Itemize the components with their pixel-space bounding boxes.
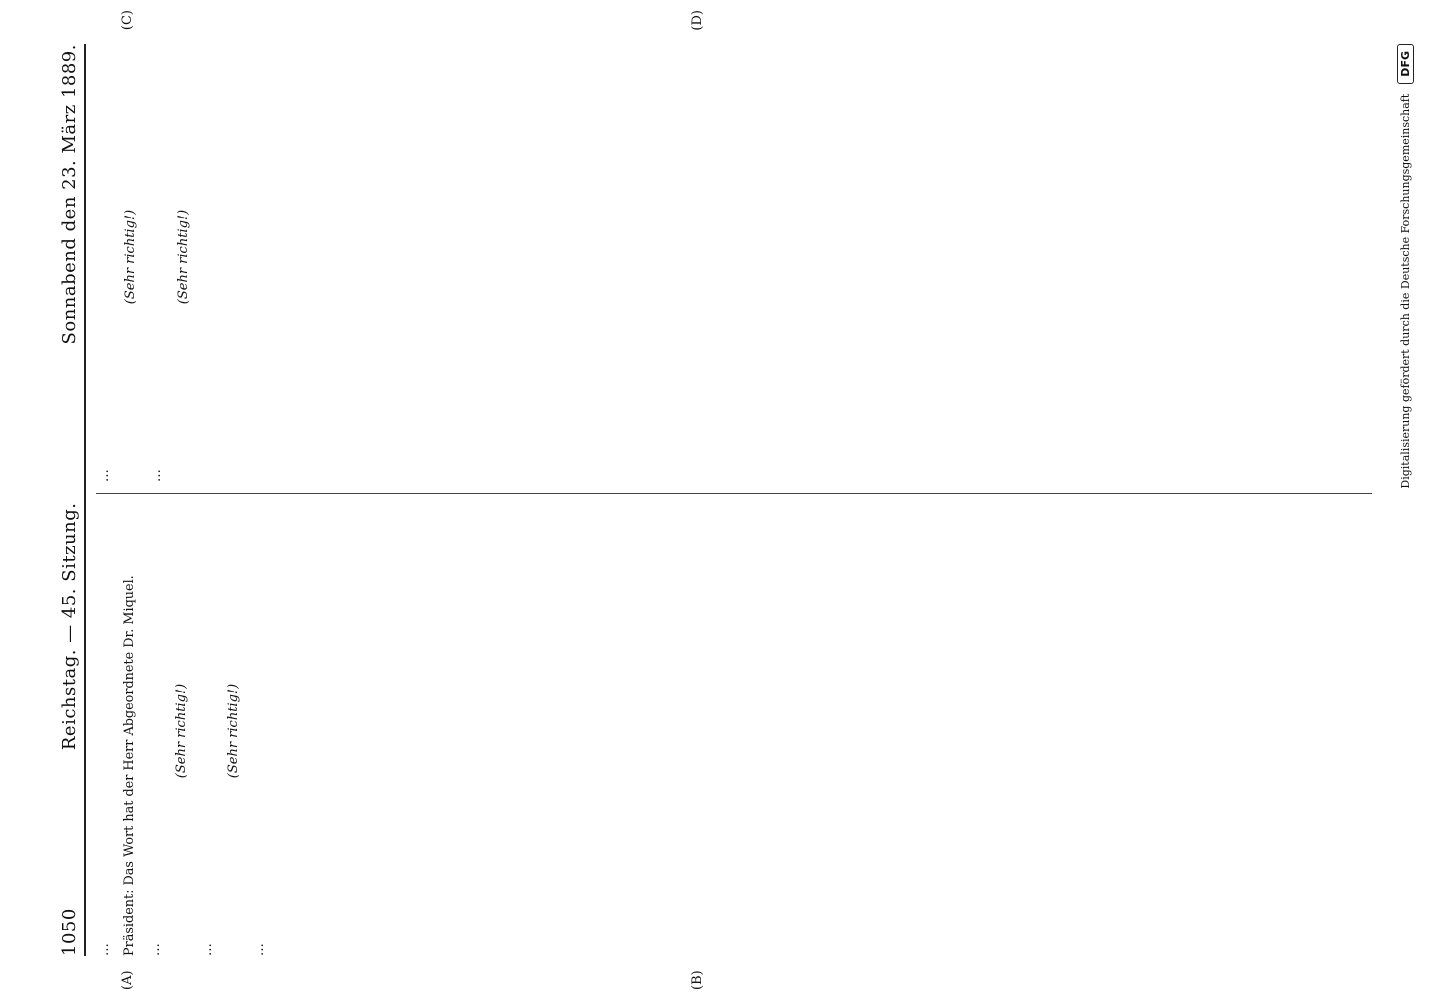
page-header xyxy=(52,44,80,956)
dfg-badge: DFG xyxy=(1397,44,1414,84)
interjection: (Sehr richtig!) xyxy=(123,209,139,305)
digitization-note: Digitalisierung gefördert durch die Deutsche Forschungsgemeinschaft xyxy=(1399,93,1412,489)
left-paragraph: … xyxy=(147,943,163,956)
digitization-footer xyxy=(1397,44,1414,956)
left-paragraph: … xyxy=(199,943,215,956)
session-title: Reichstag. — 45. Sitzung. xyxy=(59,502,80,751)
right-paragraph: … xyxy=(149,469,165,482)
header-rule xyxy=(84,44,86,956)
interjection: (Sehr richtig!) xyxy=(173,683,189,779)
left-column xyxy=(96,506,1372,956)
interjection: (Sehr richtig!) xyxy=(226,683,242,779)
interjection: (Sehr richtig!) xyxy=(175,209,191,305)
margin-marker-a: (A) xyxy=(120,970,135,990)
left-paragraph: … xyxy=(97,943,112,956)
speaker-intro: Präsident: Das Wort hat der Herr Abgeordnete Dr. Miquel. xyxy=(122,575,138,956)
margin-marker-b: (B) xyxy=(690,970,705,990)
margin-marker-c: (C) xyxy=(120,10,135,31)
session-date: Sonnabend den 23. März 1889. xyxy=(59,44,80,345)
right-paragraph: … xyxy=(97,469,112,482)
left-paragraph: … xyxy=(252,943,268,956)
right-column xyxy=(96,32,1372,482)
page-number: 1050 xyxy=(59,908,80,956)
column-gutter xyxy=(96,493,1372,494)
margin-marker-d: (D) xyxy=(690,10,705,31)
